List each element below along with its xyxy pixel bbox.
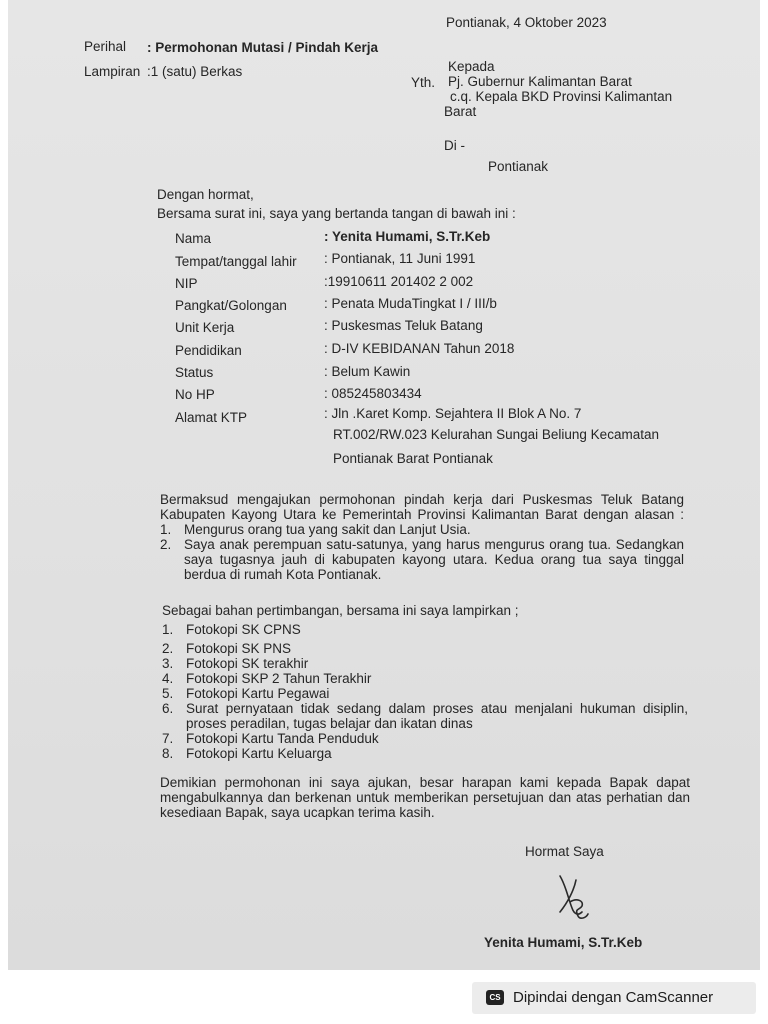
recipient-line2: c.q. Kepala BKD Provinsi Kalimantan xyxy=(450,89,673,104)
letter-page xyxy=(8,0,760,970)
identity-value: : Puskesmas Teluk Batang xyxy=(324,318,483,333)
reason-line: Bermaksud mengajukan permohonan pindah kerja dari Puskesmas Teluk Batang xyxy=(160,492,684,507)
recipient-di: Di - xyxy=(444,138,465,153)
address-continuation: RT.002/RW.023 Kelurahan Sungai Beliung Kecamatan xyxy=(333,427,659,442)
camscanner-icon: CS xyxy=(486,990,504,1005)
perihal-label: Perihal xyxy=(84,39,127,54)
identity-label: Status xyxy=(175,365,214,380)
list-item: 4. Fotokopi SKP 2 Tahun Terakhir xyxy=(162,671,372,686)
identity-label: Pangkat/Golongan xyxy=(175,298,287,313)
lampiran-value: :1 (satu) Berkas xyxy=(147,64,243,79)
identity-label: Nama xyxy=(175,231,212,246)
recipient-city: Pontianak xyxy=(488,159,549,174)
place-date: Pontianak, 4 Oktober 2023 xyxy=(446,15,607,30)
list-item: 8. Fotokopi Kartu Keluarga xyxy=(162,746,332,761)
identity-value: : 085245803434 xyxy=(324,386,422,401)
list-item: 1. Fotokopi SK CPNS xyxy=(162,622,301,637)
identity-value: : Jln .Karet Komp. Sejahtera II Blok A No. 7 xyxy=(324,406,582,421)
list-item: 2. Saya anak perempuan satu-satunya, yang harus mengurus orang tua. Sedangkan saya tugasnya jauh di kabupaten kayong utara. Kedua orang tua saya tinggal berdua di rumah Kota Pontianak. xyxy=(160,537,684,582)
attachments-intro: Sebagai bahan pertimbangan, bersama ini saya lampirkan ; xyxy=(162,603,519,618)
salutation: Hormat Saya xyxy=(525,844,604,859)
identity-value: :19910611 201402 2 002 xyxy=(324,274,474,289)
closing-line: Demikian permohonan ini saya ajukan, besar harapan kami kepada Bapak dapat xyxy=(160,775,690,790)
perihal-value: : Permohonan Mutasi / Pindah Kerja xyxy=(147,40,379,55)
identity-label: Alamat KTP xyxy=(175,410,248,425)
list-item-text: Saya anak perempuan satu-satunya, yang harus mengurus orang tua. Sedangkan xyxy=(184,537,684,552)
identity-label: No HP xyxy=(175,387,215,402)
closing-line: mengabulkannya dan berkenan untuk memberikan persetujuan dan atas perhatian dan xyxy=(160,790,690,805)
identity-label: Unit Kerja xyxy=(175,320,235,335)
camscanner-text: Dipindai dengan CamScanner xyxy=(513,989,714,1006)
reason-line: Kabupaten Kayong Utara ke Pemerintah Provinsi Kalimantan Barat dengan alasan : xyxy=(160,507,684,522)
list-item: 3. Fotokopi SK terakhir xyxy=(162,656,309,671)
recipient-line3: Barat xyxy=(444,104,477,119)
handwritten-signature xyxy=(552,872,592,922)
identity-value: : Pontianak, 11 Juni 1991 xyxy=(324,251,476,266)
attachments-list xyxy=(162,622,688,761)
signer-name: Yenita Humami, S.Tr.Keb xyxy=(484,935,643,950)
identity-value: : Penata MudaTingkat I / III/b xyxy=(324,296,497,311)
address-continuation: Pontianak Barat Pontianak xyxy=(333,451,493,466)
identity-value: : Belum Kawin xyxy=(324,364,411,379)
identity-label: NIP xyxy=(175,276,198,291)
list-item: 5. Fotokopi Kartu Pegawai xyxy=(162,686,330,701)
identity-value: : Yenita Humami, S.Tr.Keb xyxy=(324,229,491,244)
closing-line: kesediaan Bapak, saya ucapkan terima kasih. xyxy=(160,805,435,820)
list-item: 1. Mengurus orang tua yang sakit dan Lanjut Usia. xyxy=(160,522,684,537)
list-item-text: saya tugasnya jauh di kabupaten kayong utara. Kedua orang tua saya tinggal xyxy=(184,552,684,567)
list-item-text: Mengurus orang tua yang sakit dan Lanjut Usia. xyxy=(184,522,471,537)
list-item: 2. Fotokopi SK PNS xyxy=(162,641,292,656)
closing-paragraph xyxy=(160,775,690,820)
identity-value: : D-IV KEBIDANAN Tahun 2018 xyxy=(324,341,515,356)
identity-label: Pendidikan xyxy=(175,343,242,358)
reason-list xyxy=(160,522,684,582)
intro: Bersama surat ini, saya yang bertanda tangan di bawah ini : xyxy=(157,206,516,221)
identity-label: Tempat/tanggal lahir xyxy=(175,254,297,269)
recipient-line1: Pj. Gubernur Kalimantan Barat xyxy=(448,74,632,89)
camscanner-badge xyxy=(472,982,756,1014)
reason-paragraph xyxy=(160,492,684,582)
list-item-text: berdua di rumah Kota Pontianak. xyxy=(184,567,382,582)
recipient-kepada: Kepada xyxy=(448,59,495,74)
greeting: Dengan hormat, xyxy=(157,187,254,202)
recipient-yth: Yth. xyxy=(411,75,436,90)
list-item: 6. Surat pernyataan tidak sedang dalam proses atau menjalani hukuman disiplin, proses peradilan, tugas belajar dan ikatan dinas xyxy=(162,701,688,731)
lampiran-label: Lampiran xyxy=(84,64,141,79)
list-item: 7. Fotokopi Kartu Tanda Penduduk xyxy=(162,731,379,746)
